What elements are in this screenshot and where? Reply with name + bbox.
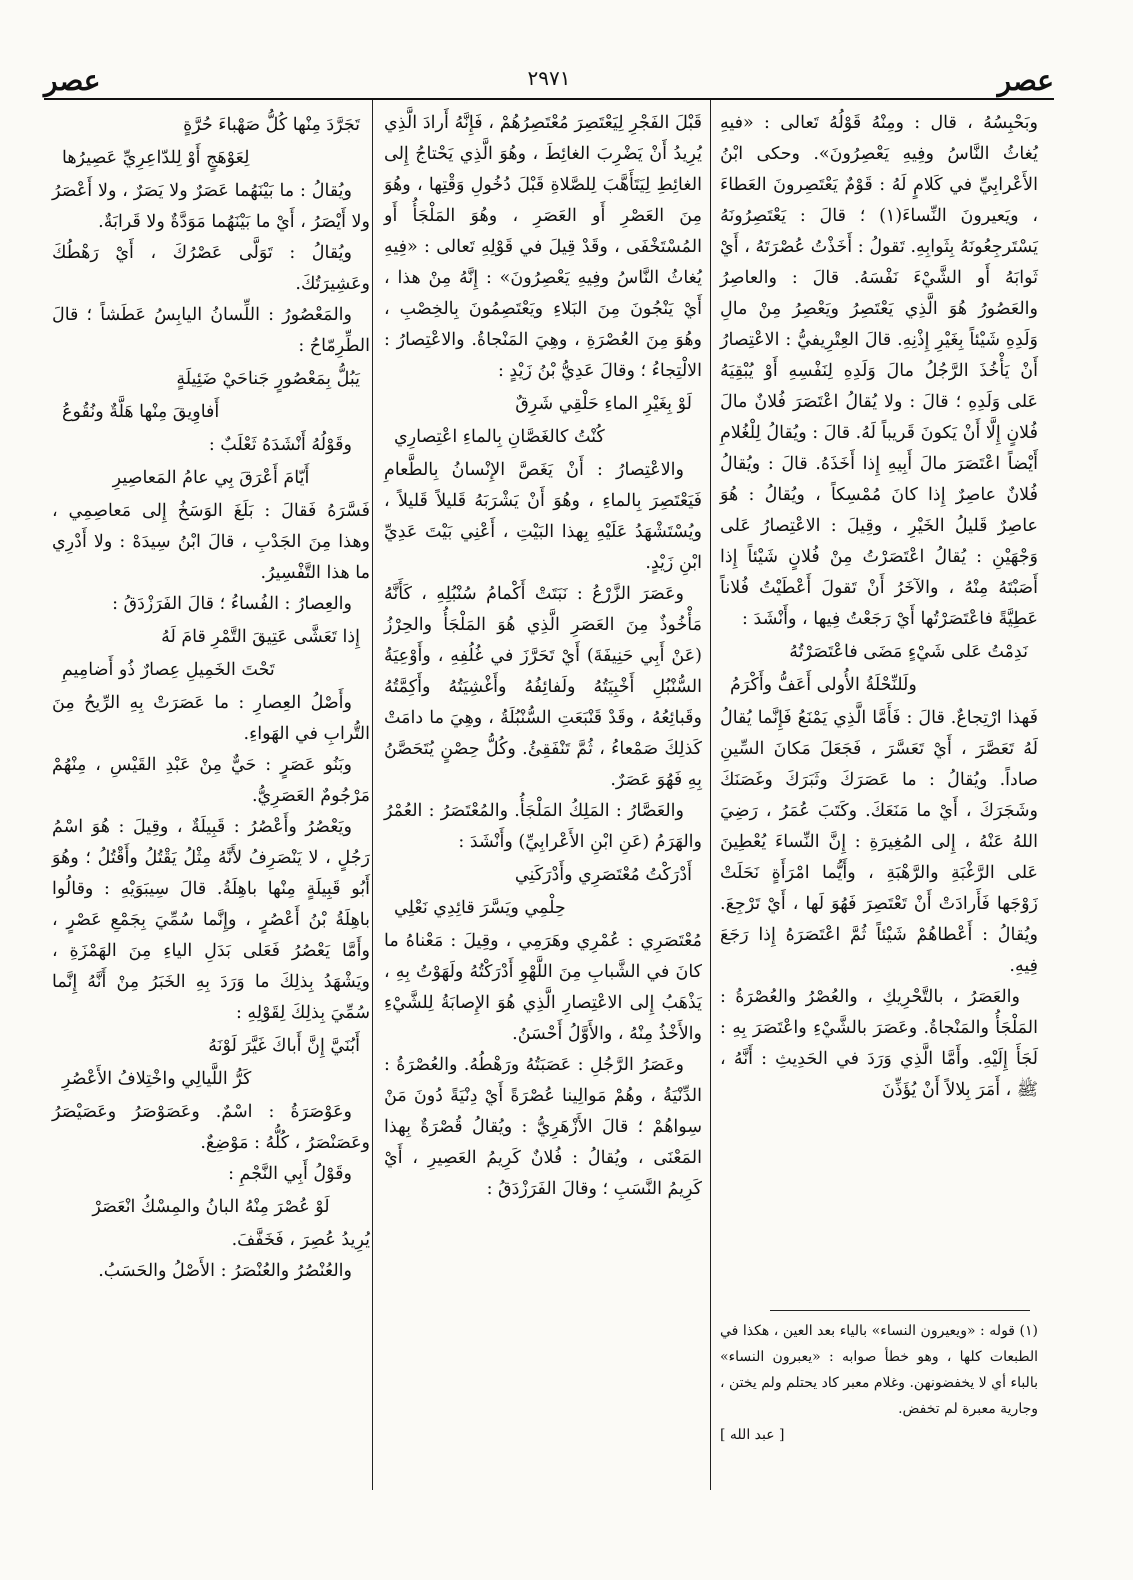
paragraph: وعَصَرَ الزَّرْعُ : نَبَتَتْ أَكْمامُ سُنْبُلِهِ ، كَأَنَّهُ مَأْخُوذٌ مِنَ العَصَرِ الَّذِي هُوَ المَلْجَأُ والحِرْزُ (عَنْ أَبِي حَنِيفَةَ) أَيْ تَحَرَّزَ في غُلُفِهِ ، وأَوْعِيَةُ السُّنْبُلِ أَخْبِيَتُهُ ولَفائِفُهُ وأَغْشِيَتُهُ وأَكِمَّتُهُ وقَبائِعُهُ ، وقَدْ قَنْبَعَتِ السُّنْبُلَةُ ، وهِيَ ما دامَتْ كَذلِكَ صَمْعاءُ ، ثُمَّ تَنْفَقِئُ. وكُلُّ حِصْنٍ يُتَحَصَّنُ بِهِ فَهُوَ عَصَرٌ. (384, 584, 702, 790)
paragraph: فَهذا ارْتِجاعٌ. قالَ : فَأَمَّا الَّذِي يَمْنَعُ فَإِنَّما يُقالُ لَهُ تَعَصَّرَ ، أَيْ تَعَسَّرَ ، فَجَعَلَ مَكانَ السِّينِ صاداً. ويُقالُ : ما عَصَرَكَ وثَبَرَكَ وغَصَنَكَ وشَجَرَكَ ، أَيْ ما مَنَعَكَ. وكَتَبَ عُمَرُ ، رَضِيَ اللهُ عَنْهُ ، إِلى المُغِيرَةِ : إِنَّ النِّساءَ يُعْطِينَ عَلى الرَّغْبَةِ والرَّهْبَةِ ، وأَيُّما امْرَأَةٍ نَحَلَتْ زَوْجَها فَأَرادَتْ أَنْ تَعْتَصِرَ فَهُوَ لَها ، أَيْ تَرْجِعَ. ويُقالُ : أَعْطاهُمْ شَيْئاً ثُمَّ اعْتَصَرَهُ إِذا رَجَعَ فِيهِ. (720, 708, 1038, 976)
page-header (44, 58, 1054, 98)
paragraph: وبَحْبِسُهُ ، قال : ومِنْهُ قَوْلُهُ تَعالى : «فيهِ يُغاثُ النَّاسُ وفِيهِ يَعْصِرُونَ». وحكى ابْنُ الأَعْرابِيِّ في كَلامٍ لَهُ : قَوْمٌ يَعْتَصِرونَ العَطاءَ ، ويَعيرونَ النِّساءَ(١) ؛ قالَ : يَعْتَصِرُونَهُ يَسْتَرجِعُونَهُ بِثَوابِهِ. تَقولُ : أَخَذْتُ عُصْرَتَهُ ، أَيْ ثَوابَهُ أَو الشَّيْءَ نَفْسَهُ. قالَ : والعاصِرُ والعَصُورُ هُوَ الَّذِي يَعْتَصِرُ ويَعْصِرُ مِنْ مالِ وَلَدِهِ شَيْئاً بِغَيْرِ إِذْنِهِ. قالَ العِتْرِيفيُّ : الاعْتِصارُ أَنْ يَأْخُذَ الرَّجُلُ مالَ وَلَدِهِ لِنَفْسِهِ أَوْ يُبْقِيَهُ عَلى وَلَدِهِ ؛ قالَ : ولا يُقالُ اعْتَصَرَ فُلانٌ مالَ فُلانٍ إِلَّا أَنْ يَكونَ قَريباً لَهُ. قالَ : ويُقالُ لِلْغُلامِ أَيْضاً اعْتَصَرَ مالَ أَبِيهِ إِذا أَخَذَهُ. قالَ : ويُقالُ فُلانٌ عاصِرٌ إِذا كانَ مُمْسِكاً ، ويُقالُ : هُوَ عاصِرٌ قَليلُ الخَيْرِ ، وقِيلَ : الاعْتِصارُ عَلى وَجْهَيْنِ : يُقالُ اعْتَصَرْتُ مِنْ فُلانٍ شَيْئاً إِذا أَصَبْتَهُ مِنْهُ ، والآخَرُ أَنْ تَقولَ أَعْطَيْتُ فُلاناً عَطِيَّةً فاعْتَصَرْتُها أَيْ رَجَعْتُ فِيها ، وأَنْشَدَ : (720, 113, 1038, 629)
verse-line: حِلْمِي ويَسَّرَ قائِدِي نَعْلِي (394, 898, 566, 918)
column-divider (372, 100, 373, 1490)
verse-line: تَحْتَ الخَمِيلِ عِصارٌ ذُو أَضامِيمِ (62, 660, 275, 680)
verse-line: أَبُنَيَّ إِنَّ أَباكَ غَيَّرَ لَوْنَهُ (208, 1036, 360, 1056)
verse-line: ولَلنِّحْلَةُ الأُولى أَعَفُّ وأَكْرَمُ (730, 675, 917, 695)
verse-line: كُنْتُ كالغَصَّانِ بِالماءِ اعْتِصارِي (394, 427, 605, 447)
paragraph: والعَصَّارُ : المَلِكُ المَلْجَأُ. والمُعْتَصَرُ : العُمْرُ والهَرَمُ (عَنِ ابْنِ الأَعْرابِيِّ) وأَنْشَدَ : (384, 801, 702, 852)
paragraph: ويُقالُ : تَوَلَّى عَصْرُكَ ، أَيْ رَهْطُكَ وعَشِيرَتُكَ. (52, 243, 370, 294)
verse-line: يَبُلُّ بِمَعْصُورٍ جَناحَيْ ضَئِيلَةٍ (176, 369, 360, 389)
verse-line: لَوْ بِغَيْرِ الماءِ حَلْقِي شَرِقٌ (515, 394, 692, 414)
paragraph: يُرِيدُ عُصِرَ ، فَخَفَّفَ. (231, 1230, 370, 1250)
footnote-rule (770, 1310, 1030, 1311)
verse-line: إِذا تَعَشَّى عَتِيقَ التَّمْرِ قامَ لَهُ (161, 627, 360, 647)
column-middle (384, 108, 702, 1205)
verse-line: لِعَوْهَجٍ أَوْ لِلدّاعِرِيِّ عَصِيرُها (62, 148, 250, 168)
headword-right: عصر (997, 64, 1054, 97)
column-left (52, 108, 370, 1287)
paragraph: ويَعْصُرُ وأَعْصُرُ : قَبِيلَةٌ ، وقِيلَ : هُوَ اسْمُ رَجُلٍ ، لا يَنْصَرِفُ لأَنَّهُ مِثْلُ يَقْتُلُ وأَقْتُلُ ؛ وهُوَ أَبُو قَبِيلَةٍ مِنْها باهِلَةُ. قالَ سِيبَوَيْهِ : وقالُوا باهِلَةُ بْنُ أَعْصُرٍ ، وإِنَّما سُمِّيَ بِجَمْعِ عَصْرٍ ، وأَمَّا يَعْصُرُ فَعَلى بَدَلِ الياءِ مِنَ الهَمْزَةِ ، ويَشْهَدُ بِذلِكَ ما وَرَدَ بِهِ الخَبَرُ مِنْ أَنَّهُ إِنَّما سُمِّيَ بِذلِكَ لِقَوْلِهِ : (52, 817, 370, 1023)
headword-left: عصر (44, 64, 101, 97)
paragraph: وعَوْصَرَةُ : اسْمٌ. وعَصَوْصَرُ وعَصَيْصَرُ وعَصَنْصَرُ ، كُلُّهُ : مَوْضِعٌ. (52, 1102, 370, 1153)
paragraph: والعَصَرُ ، بالتَّحْرِيكِ ، والعُصْرُ والعُصْرَةُ : المَلْجَأُ والمَنْجاةُ. وعَصَرَ بالشَّيْءِ واعْتَصَرَ بِهِ : لَجَأَ إِلَيْهِ. وأَمَّا الَّذِي وَرَدَ في الحَدِيثِ : أَنَّهُ ، ﷺ ، أَمَرَ بِلالاً أَنْ يُؤَذِّنَ (720, 987, 1038, 1100)
paragraph: وأَصْلُ العِصارِ : ما عَصَرَتْ بِهِ الرِّيحُ مِنَ التُّرابِ في الهَواءِ. (52, 693, 370, 744)
verse-line: أَفاوِيقَ مِنْها هَلَّةٌ ونُقُوعُ (62, 402, 220, 422)
paragraph: والعِصارُ : الفُساءُ ؛ قالَ الفَرَزْدَقُ : (112, 594, 352, 614)
paragraph: قَبْلَ الفَجْرِ لِيَعْتَصِرَ مُعْتَصِرُهُمْ ، فَإِنَّهُ أَرادَ الَّذِي يُرِيدُ أَنْ يَضْرِبَ الغائِطَ ، وهُوَ الَّذِي يَحْتاجُ إِلى الغائِطِ لِيَتَأَهَّبَ لِلصَّلاةِ قَبْلَ دُخُولِ وَقْتِها ، وهُوَ مِنَ العَصْرِ أَو العَصَرِ ، وهُوَ المَلْجَأُ أَو المُسْتَخْفَى ، وقَدْ قِيلَ في قَوْلِهِ تَعالى : «فِيهِ يُغاثُ النَّاسُ وفِيهِ يَعْصِرُونَ» : إِنَّهُ مِنْ هذا ، أَيْ يَنْجُونَ مِنَ البَلاءِ ويَعْتَصِمُونَ بِالخِصْبِ ، وهُوَ مِنَ العُصْرَةِ ، وهِيَ المَنْجاةُ. والاعْتِصارُ : الالْتِجاءُ ؛ وقالَ عَدِيُّ بْنُ زَيْدٍ : (384, 113, 702, 381)
footnote (720, 1318, 1038, 1448)
paragraph: والعُنْصُرُ والعُنْصَرُ : الأَصْلُ والحَسَبُ. (98, 1261, 352, 1281)
paragraph: وبَنُو عَصَرٍ : حَيٌّ مِنْ عَبْدِ القَيْسِ ، مِنْهُمْ مَرْجُومٌ العَصَرِيُّ. (52, 755, 370, 806)
column-right (720, 108, 1038, 1106)
verse-line: نَدِمْتُ عَلى شَيْءٍ مَضَى فاعْتَصَرْتُهُ (789, 642, 1028, 662)
verse-line: أَيّامَ أَعْرَقَ بِي عامُ المَعاصِيرِ (112, 468, 310, 488)
paragraph: مُعْتَصَرِي : عُمْرِي وهَرَمِي ، وقِيلَ : مَعْناهُ ما كانَ في الشَّبابِ مِنَ اللَّهْوِ أَدْرَكْتُهُ ولَهَوْتُ بِهِ ، يَذْهَبُ إِلى الاعْتِصارِ الَّذِي هُوَ الإِصابَةُ لِلشَّيْءِ والأَخْذُ مِنْهُ ، والأَوَّلُ أَحْسَنُ. (384, 931, 702, 1044)
paragraph: ويُقالُ : ما بَيْنَهُما عَصَرٌ ولا يَصَرٌ ، ولا أَعْصَرُ ولا أَيْصَرُ ، أَيْ ما بَيْنَهُما مَوَدَّةٌ ولا قَرابَةٌ. (52, 181, 370, 232)
verse-line: تَجَرَّدَ مِنْها كُلُّ صَهْباءَ حُرَّةٍ (183, 115, 360, 135)
verse-line: كَرُّ اللَّيالِي واخْتِلافُ الأَعْصُرِ (62, 1069, 252, 1089)
paragraph: والاعْتِصارُ : أَنْ يَغَصَّ الإِنْسانُ بِالطَّعامِ فَيَعْتَصِرَ بِالماءِ ، وهُوَ أَنْ يَشْرَبَهُ قَليلاً قَليلاً ، ويُسْتَشْهَدُ عَلَيْهِ بِهذا البَيْتِ ، أَعْنِي بَيْتَ عَدِيِّ ابْنِ زَيْدٍ. (384, 460, 702, 573)
footnote-text: (١) قوله : «ويعيرون النساء» بالياء بعد العين ، هكذا في الطبعات كلها ، وهو خطأ صوابه : «يعبرون النساء» بالباء أي لا يخفضونهن. وغلام معبر كاد يحتلم ولم يختن ، وجارية معبرة لم تخفض. (720, 1323, 1038, 1417)
paragraph: والمَعْصُورُ : اللِّسانُ اليابِسُ عَطَشاً ؛ قالَ الطِّرِمّاحُ : (52, 305, 370, 356)
verse-line: أَدْرَكْتُ مُعْتَصَرِي وأَدْرَكَنِي (514, 865, 692, 885)
page-number: ٢٩٧١ (527, 66, 571, 90)
paragraph: فَسَّرَهُ فَقالَ : بَلَغَ الوَسَخُ إِلى مَعاصِمِي ، وهذا مِنَ الجَدْبِ ، قالَ ابْنُ سِيدَهْ : ولا أَدْرِي ما هذا التَّفْسِيرُ. (52, 501, 370, 583)
footnote-signature: [ عبد الله ] (720, 1427, 785, 1443)
paragraph: وقَوْلُهُ أَنْشَدَهُ ثَعْلَبٌ : (208, 435, 352, 455)
verse-line: لَوْ عُصْرَ مِنْهُ البانُ والمِسْكُ انْعَصَرْ (92, 1197, 330, 1217)
column-divider (710, 100, 711, 1490)
header-rule (44, 98, 1054, 100)
paragraph: وعَصَرُ الرَّجُلِ : عَصَبَتُهُ ورَهْطُهُ. والعُصْرَةُ : الدِّنْيَةُ ، وهُمْ مَوالِينا عُصْرَةً أَيْ دِنْيَةً دُونَ مَنْ سِواهُمْ ؛ قالَ الأَزْهَرِيُّ : ويُقالُ قُصْرَةٌ بِهذا المَعْنَى ، ويُقالُ : فُلانٌ كَرِيمُ العَصِيرِ ، أَيْ كَرِيمُ النَّسَبِ ؛ وقالَ الفَرَزْدَقُ : (384, 1055, 702, 1199)
paragraph: وقَوْلُ أَبِي النَّجْمِ : (228, 1164, 352, 1184)
